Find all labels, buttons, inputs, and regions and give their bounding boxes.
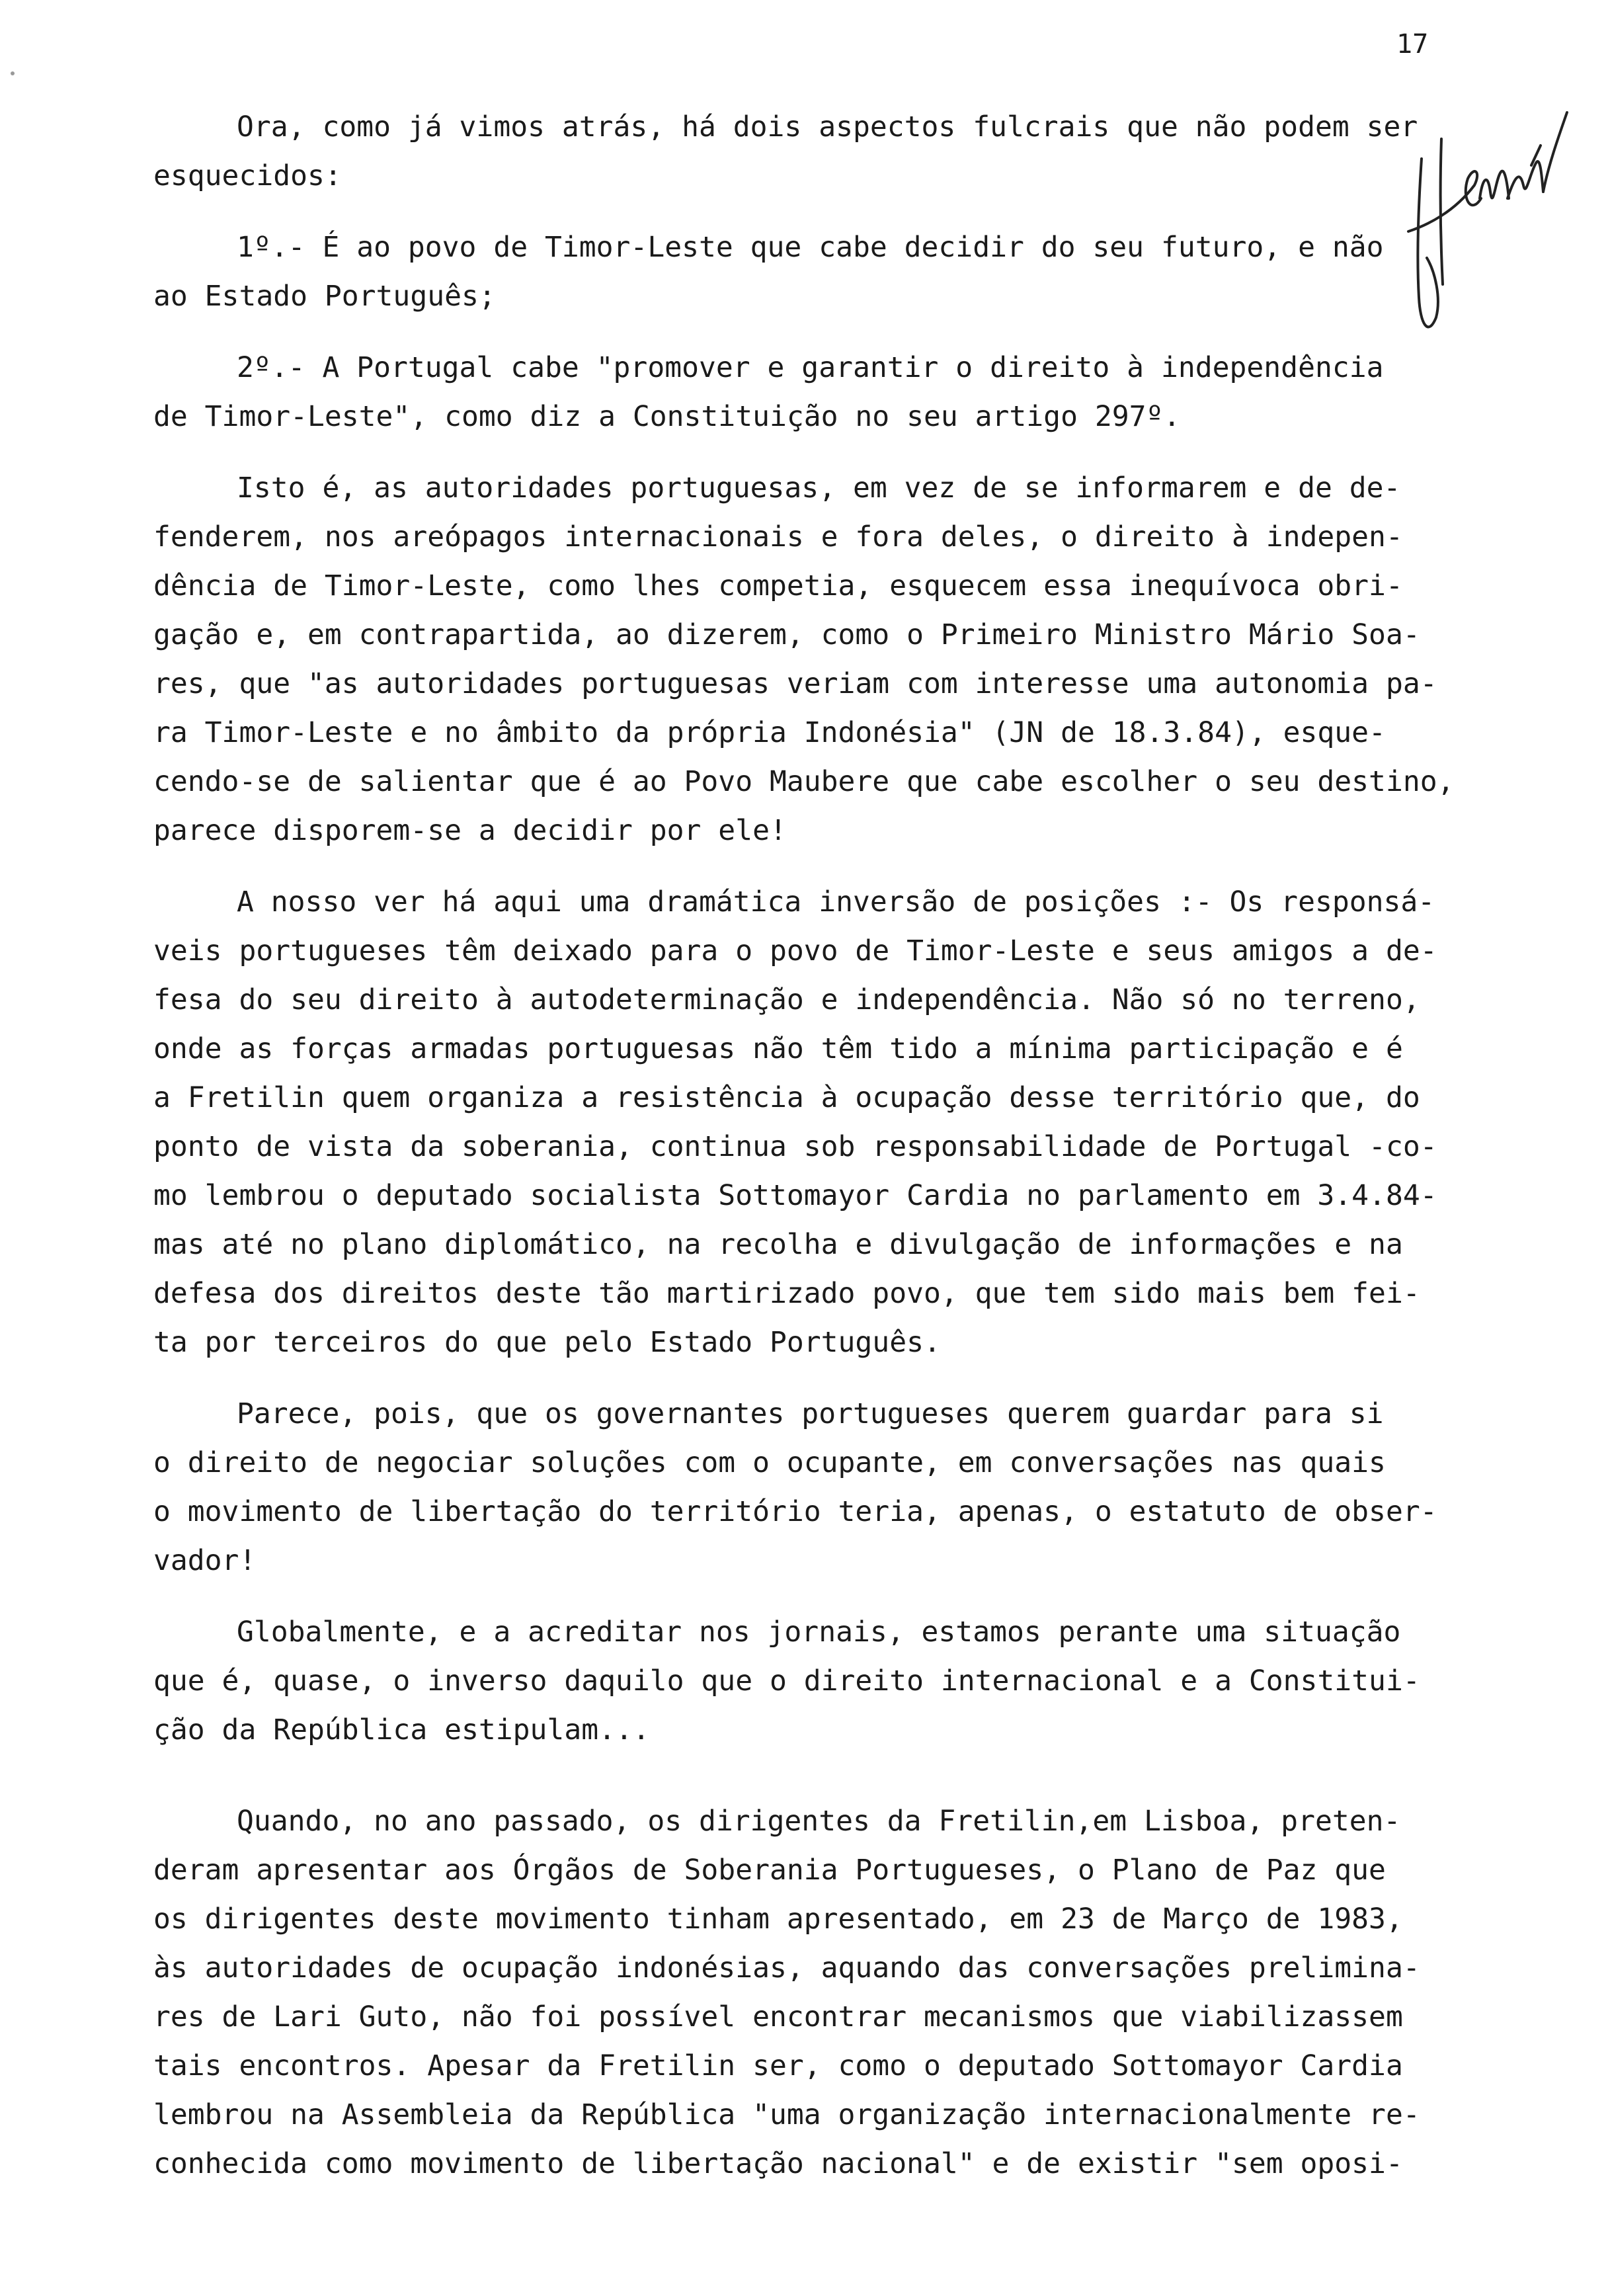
text-line: cendo-se de salientar que é ao Povo Maubere que cabe escolher o seu destino,: [153, 765, 1455, 798]
text-line: lembrou na Assembleia da República "uma organização internacionalmente re-: [153, 2098, 1420, 2131]
paragraph-last-year: [153, 1797, 1469, 2188]
text-line: Isto é, as autoridades portuguesas, em vez de se informarem e de de-: [237, 472, 1401, 505]
paragraph-point-2: [153, 343, 1469, 441]
text-line: vador!: [153, 1544, 257, 1577]
text-line: gação e, em contrapartida, ao dizerem, como o Primeiro Ministro Mário Soa-: [153, 618, 1420, 651]
text-line: Quando, no ano passado, os dirigentes da Fretilin,em Lisboa, preten-: [237, 1805, 1401, 1838]
paragraph-intro: [153, 102, 1469, 200]
text-line: res, que "as autoridades portuguesas veriam com interesse uma autonomia pa-: [153, 667, 1437, 700]
text-line: fesa do seu direito à autodeterminação e independência. Não só no terreno,: [153, 983, 1420, 1016]
paragraph-inversion: [153, 878, 1469, 1367]
text-line: mo lembrou o deputado socialista Sottomayor Cardia no parlamento em 3.4.84-: [153, 1179, 1437, 1212]
text-line: mas até no plano diplomático, na recolha e divulgação de informações e na: [153, 1228, 1403, 1261]
text-line: conhecida como movimento de libertação nacional" e de existir "sem oposi-: [153, 2147, 1403, 2180]
paragraph-governants: [153, 1389, 1469, 1585]
text-line: que é, quase, o inverso daquilo que o direito internacional e a Constitui-: [153, 1664, 1420, 1698]
paragraph-point-1: [153, 223, 1469, 321]
text-line: Globalmente, e a acreditar nos jornais, estamos perante uma situação: [237, 1616, 1401, 1649]
text-line: Ora, como já vimos atrás, há dois aspectos fulcrais que não podem ser: [237, 110, 1418, 144]
text-line: tais encontros. Apesar da Fretilin ser, como o deputado Sottomayor Cardia: [153, 2049, 1403, 2082]
text-line: a Fretilin quem organiza a resistência à ocupação desse território que, do: [153, 1081, 1420, 1114]
text-line: ao Estado Português;: [153, 280, 496, 313]
text-line: os dirigentes deste movimento tinham apresentado, em 23 de Março de 1983,: [153, 1903, 1403, 1936]
text-line: 2º.- A Portugal cabe "promover e garantir o direito à independência: [237, 351, 1384, 384]
scan-speck: [11, 71, 15, 75]
text-line: de Timor-Leste", como diz a Constituição no seu artigo 297º.: [153, 400, 1181, 433]
paragraph-globally: [153, 1608, 1469, 1754]
text-line: Parece, pois, que os governantes portugueses querem guardar para si: [237, 1397, 1384, 1430]
text-line: o direito de negociar soluções com o ocupante, em conversações nas quais: [153, 1446, 1386, 1479]
text-line: ta por terceiros do que pelo Estado Português.: [153, 1326, 941, 1359]
text-line: esquecidos:: [153, 159, 342, 192]
text-line: o movimento de libertação do território teria, apenas, o estatuto de obser-: [153, 1495, 1437, 1528]
text-line: deram apresentar aos Órgãos de Soberania Portugueses, o Plano de Paz que: [153, 1854, 1386, 1887]
text-line: dência de Timor-Leste, como lhes competia, esquecem essa inequívoca obri-: [153, 569, 1403, 602]
text-line: onde as forças armadas portuguesas não têm tido a mínima participação e é: [153, 1032, 1403, 1065]
text-line: fenderem, nos areópagos internacionais e fora deles, o direito à indepen-: [153, 520, 1403, 554]
text-line: defesa dos direitos deste tão martirizado povo, que tem sido mais bem fei-: [153, 1277, 1420, 1310]
text-line: ção da República estipulam...: [153, 1713, 650, 1746]
document-body: [153, 102, 1469, 2211]
paragraph-authorities: [153, 464, 1469, 855]
text-line: ra Timor-Leste e no âmbito da própria Indonésia" (JN de 18.3.84), esque-: [153, 716, 1386, 749]
page-number: 17: [1396, 29, 1429, 60]
text-line: A nosso ver há aqui uma dramática inversão de posições :- Os responsá-: [237, 885, 1435, 919]
text-line: parece disporem-se a decidir por ele!: [153, 814, 787, 847]
text-line: res de Lari Guto, não foi possível encontrar mecanismos que viabilizassem: [153, 2000, 1403, 2033]
text-line: ponto de vista da soberania, continua sob responsabilidade de Portugal -co-: [153, 1130, 1437, 1163]
text-line: veis portugueses têm deixado para o povo de Timor-Leste e seus amigos a de-: [153, 934, 1437, 967]
text-line: às autoridades de ocupação indonésias, aquando das conversações prelimina-: [153, 1951, 1420, 1985]
text-line: 1º.- É ao povo de Timor-Leste que cabe decidir do seu futuro, e não: [237, 231, 1384, 264]
